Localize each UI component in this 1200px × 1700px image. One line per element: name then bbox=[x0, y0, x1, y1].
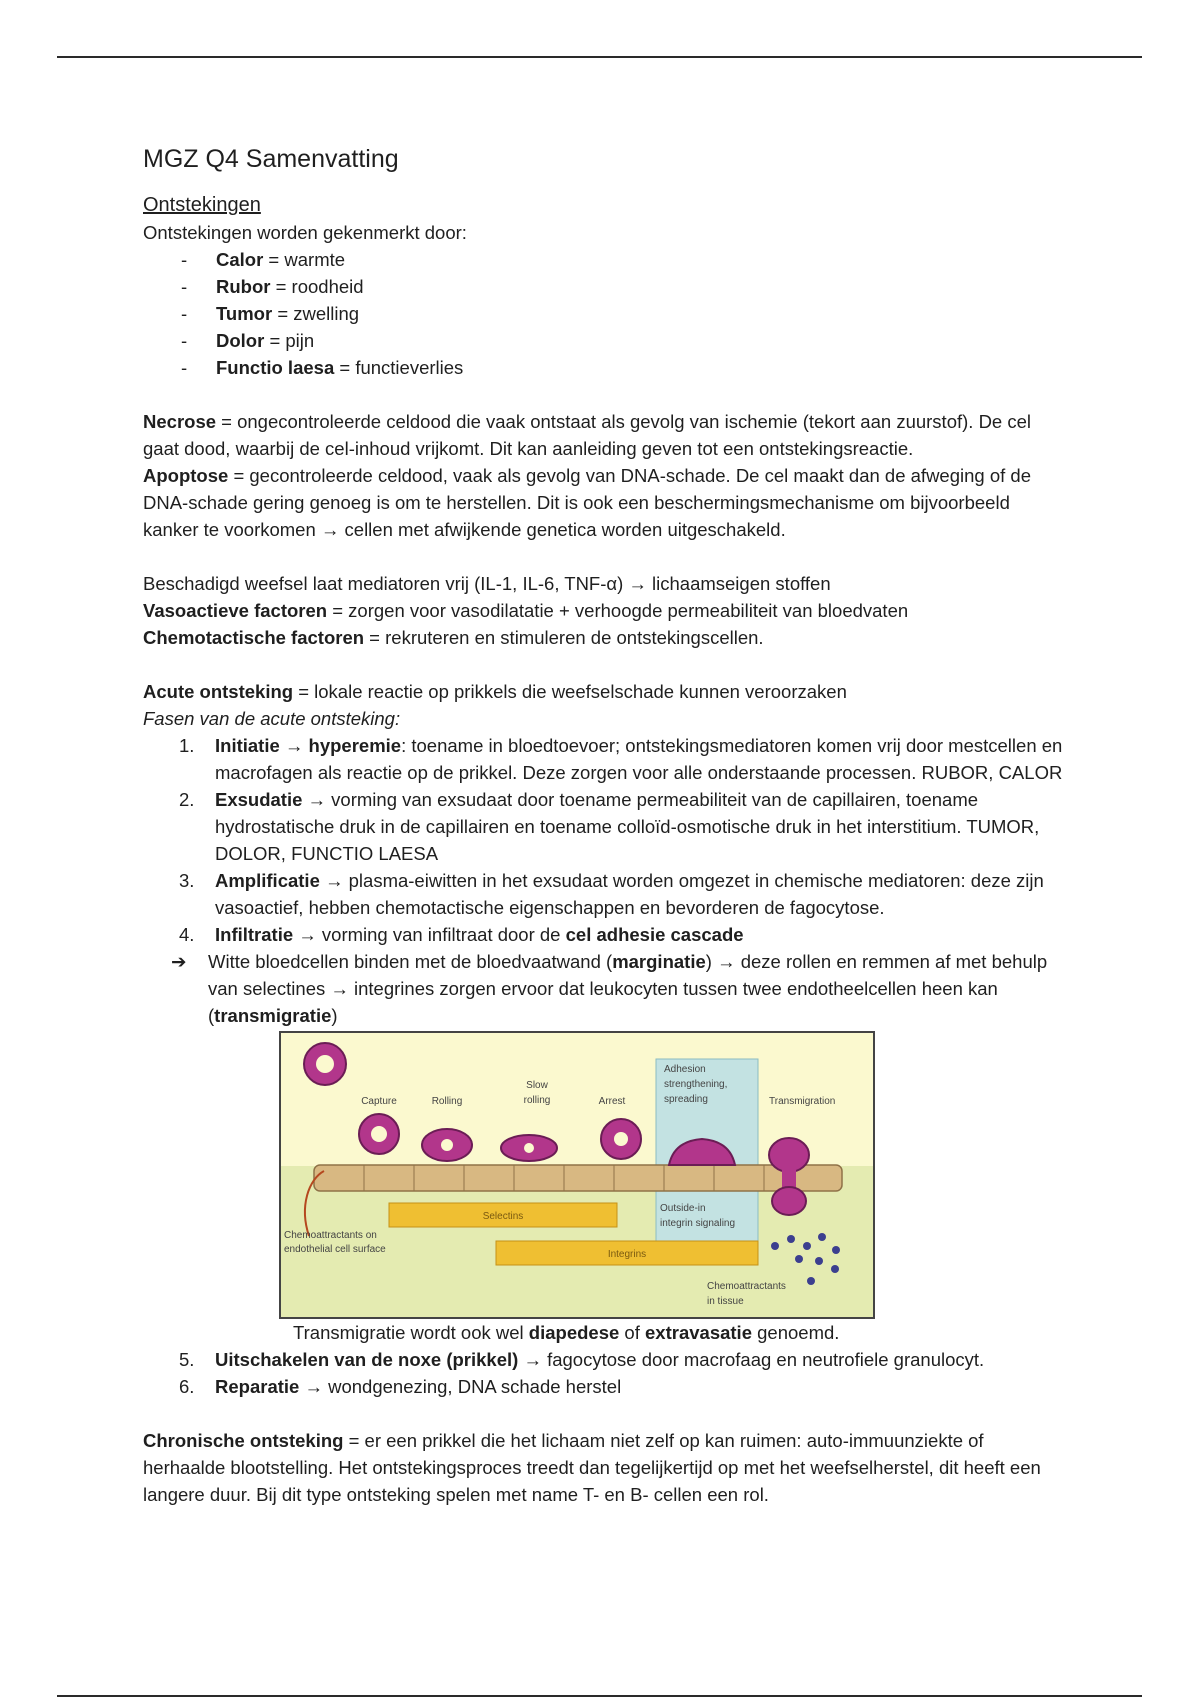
intro-text: Ontstekingen worden gekenmerkt door: bbox=[143, 222, 467, 243]
chronic-paragraph: Chronische ontsteking = er een prikkel die het lichaam niet zelf op kan ruimen: auto-immuunziekte of herhaalde blootstelling. Het ontstekingsproces treedt dan tegelijkertijd op met het weefselherstel, dit heeft een langere duur. Bij dit type ontsteking spelen met name T- en B- cellen een rol. bbox=[143, 1430, 1041, 1505]
svg-text:Outside-in: Outside-in bbox=[660, 1203, 706, 1214]
leukocyte-adhesion-cascade-figure bbox=[279, 1031, 875, 1319]
svg-text:Capture: Capture bbox=[361, 1096, 397, 1107]
vasoactive-line: Vasoactieve factoren = zorgen voor vasodilatatie + verhoogde permeabiliteit van bloedvaten bbox=[143, 600, 909, 621]
svg-text:Chemoattractants: Chemoattractants bbox=[707, 1281, 786, 1292]
figure-caption: Transmigratie wordt ook wel diapedese of extravasatie genoemd. bbox=[293, 1322, 840, 1343]
arrow-bullet-icon: ➔ bbox=[171, 951, 187, 972]
leukocyte-free-icon bbox=[304, 1043, 346, 1085]
phases-label: Fasen van de acute ontsteking: bbox=[143, 708, 401, 729]
cascade-diagram bbox=[279, 1031, 875, 1319]
svg-text:strengthening,: strengthening, bbox=[664, 1079, 728, 1090]
apoptose-paragraph: Apoptose = gecontroleerde celdood, vaak als gevolg van DNA-schade. De cel maakt dan de afweging of de DNA-schade gering genoeg is om te herstellen. Dit is ook een beschermingsmechanisme om bijvoorbeeld kanker te voorkomen → cellen met afwijkende genetica worden uitgeschakeld. bbox=[143, 465, 1031, 540]
svg-text:spreading: spreading bbox=[664, 1094, 708, 1105]
leukocyte-rolling-icon bbox=[422, 1129, 472, 1161]
leukocyte-arrest-icon bbox=[601, 1119, 641, 1159]
svg-text:Rolling: Rolling bbox=[431, 1096, 463, 1107]
mediators-line: Beschadigd weefsel laat mediatoren vrij (IL-1, IL-6, TNF-α) → lichaamseigen stoffen bbox=[143, 573, 831, 594]
chemotactic-line: Chemotactische factoren = rekruteren en stimuleren de ontstekingscellen. bbox=[143, 627, 764, 648]
list-item: 6. Reparatie → wondgenezing, DNA schade herstel bbox=[179, 1376, 622, 1397]
leukocyte-capture-icon bbox=[359, 1114, 399, 1154]
svg-text:Integrins: Integrins bbox=[607, 1249, 647, 1260]
svg-text:endothelial cell surface: endothelial cell surface bbox=[284, 1244, 386, 1255]
list-item: 3. Amplificatie → plasma-eiwitten in het exsudaat worden omgezet in chemische mediatoren: deze zijn vasoactief, hebben chemotactische eigenschappen en bevorderen de fagocytose. bbox=[179, 870, 1044, 918]
list-item: 5. Uitschakelen van de noxe (prikkel) → fagocytose door macrofaag en neutrofiele granulocyt. bbox=[179, 1349, 985, 1370]
list-item: - Tumor = zwelling bbox=[181, 300, 1063, 327]
acute-definition: Acute ontsteking = lokale reactie op prikkels die weefselschade kunnen veroorzaken bbox=[143, 681, 847, 702]
svg-text:Chemoattractants on: Chemoattractants on bbox=[284, 1230, 377, 1241]
endothelium bbox=[314, 1165, 842, 1191]
necrose-paragraph: Necrose = ongecontroleerde celdood die vaak ontstaat als gevolg van ischemie (tekort aan zuurstof). De cel gaat dood, waarbij de cel-inhoud vrijkomt. Dit kan aanleiding geven tot een ontstekingsreactie. bbox=[143, 411, 1032, 459]
leukocyte-slow-rolling-icon bbox=[501, 1135, 557, 1161]
list-item: 1. Initiatie → hyperemie: toename in bloedtoevoer; ontstekingsmediatoren komen vrij door mestcellen en macrofagen als reactie op de prikkel. Deze zorgen voor alle onderstaande processen. RUBOR, CALOR bbox=[179, 735, 1063, 783]
list-item: - Rubor = roodheid bbox=[181, 273, 1063, 300]
document-body bbox=[143, 142, 1063, 1508]
top-rule bbox=[57, 56, 1142, 58]
list-item: 4. Infiltratie → vorming van infiltraat door de cel adhesie cascade bbox=[179, 924, 744, 945]
svg-text:rolling: rolling bbox=[523, 1095, 551, 1106]
svg-text:Slow: Slow bbox=[526, 1080, 548, 1091]
svg-text:Arrest: Arrest bbox=[598, 1096, 626, 1107]
list-item: 2. Exsudatie → vorming van exsudaat door toename permeabiliteit van de capillairen, toename hydrostatische druk in de capillairen en toename colloïd-osmotische druk in het interstitium. TUMOR, DOLOR, FUNCTIO LAESA bbox=[179, 789, 1040, 864]
list-item: - Calor = warmte bbox=[181, 246, 1063, 273]
phases-list bbox=[143, 732, 1063, 948]
section-heading: Ontstekingen bbox=[143, 194, 261, 216]
svg-text:integrin signaling: integrin signaling bbox=[660, 1218, 736, 1229]
inflammation-signs-list bbox=[143, 246, 1063, 381]
svg-text:Adhesion: Adhesion bbox=[664, 1064, 706, 1075]
phases-list-continued bbox=[143, 1346, 1063, 1400]
svg-text:in tissue: in tissue bbox=[707, 1296, 744, 1307]
bottom-rule bbox=[57, 1695, 1142, 1697]
svg-text:Selectins: Selectins bbox=[482, 1211, 524, 1222]
svg-text:Transmigration: Transmigration bbox=[769, 1096, 836, 1107]
document-title: MGZ Q4 Samenvatting bbox=[143, 145, 399, 173]
list-item: - Dolor = pijn bbox=[181, 327, 1063, 354]
list-item: - Functio laesa = functieverlies bbox=[181, 354, 1063, 381]
cascade-bullet: ➔ Witte bloedcellen binden met de bloedvaatwand (marginatie) → deze rollen en remmen af met behulp van selectines → integrines zorgen ervoor dat leukocyten tussen twee endotheelcellen heen kan (transmigratie) bbox=[143, 948, 1063, 1029]
